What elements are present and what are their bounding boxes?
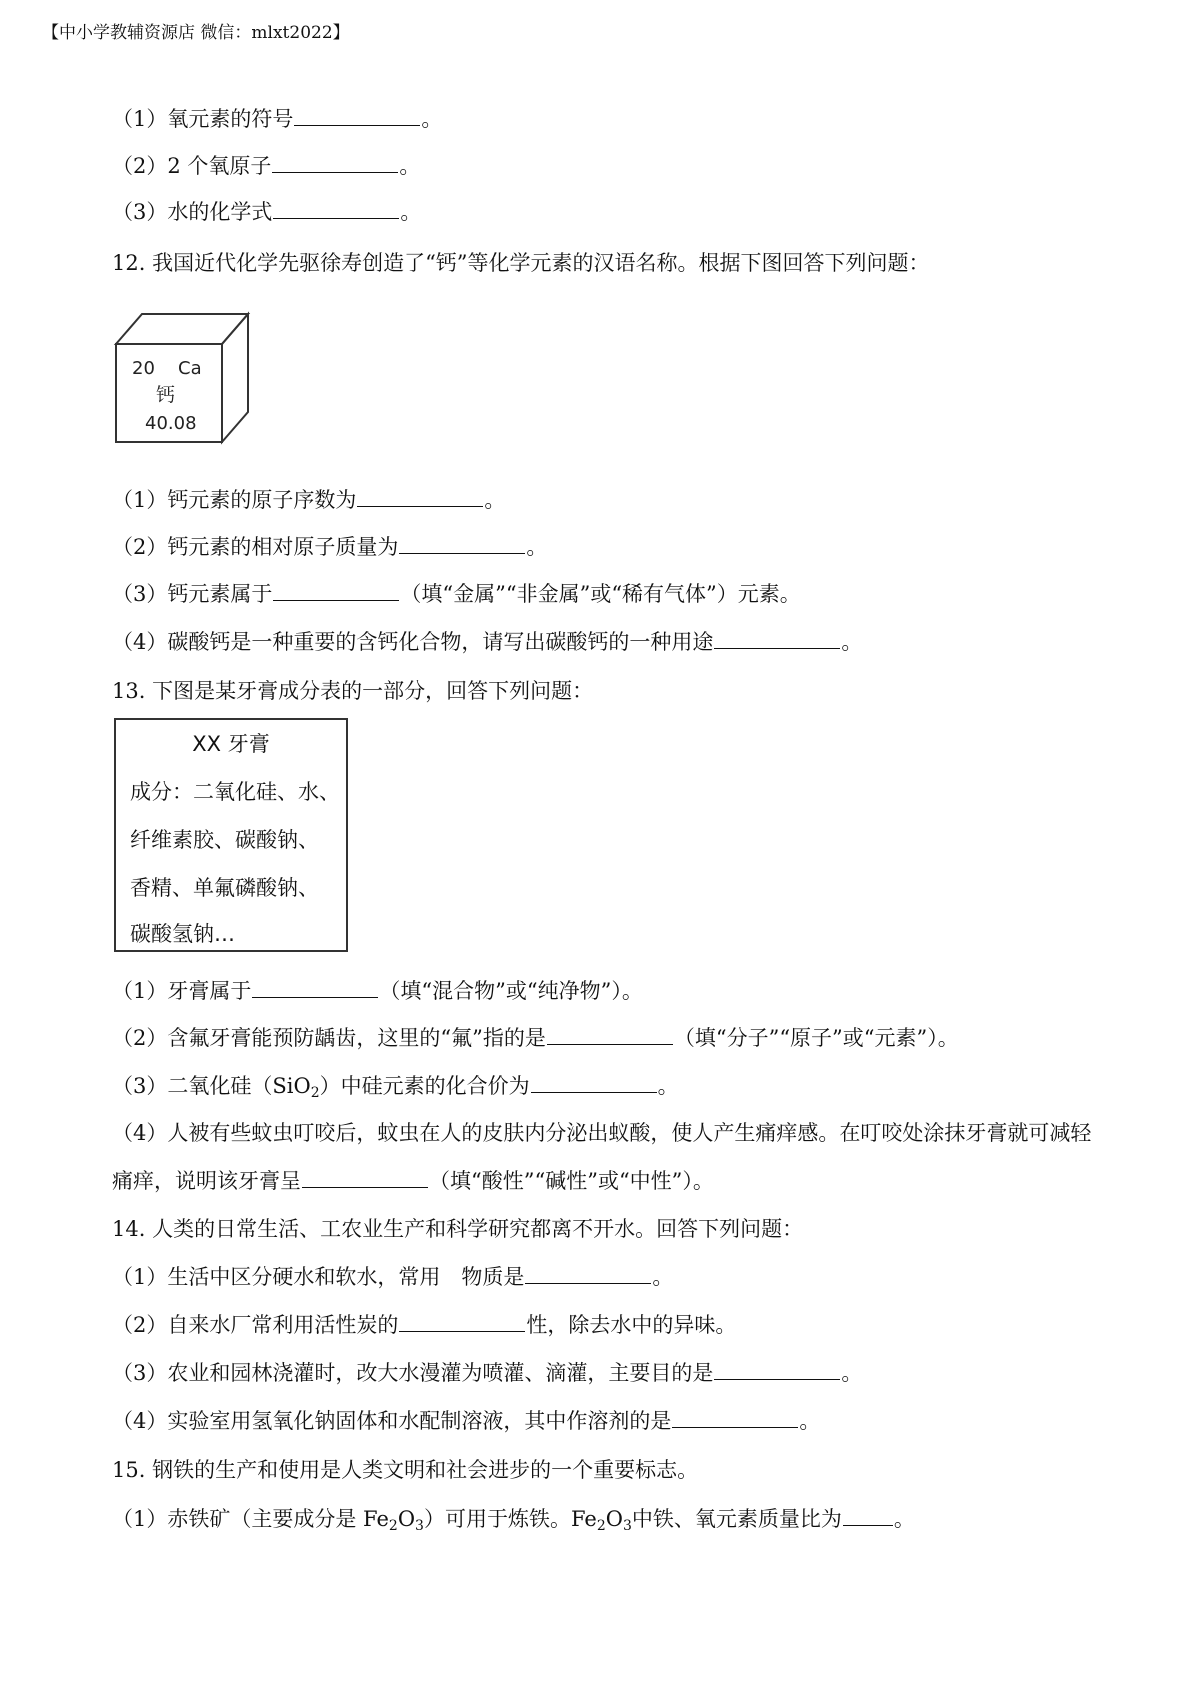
answer-blank[interactable] bbox=[672, 1409, 798, 1428]
answer-blank[interactable] bbox=[252, 979, 378, 998]
element-card-figure bbox=[112, 306, 254, 446]
answer-blank[interactable] bbox=[399, 1313, 525, 1332]
ingredient-row: 成分：二氧化硅、水、 bbox=[130, 780, 340, 804]
q13-item-3: （3）二氧化硅（SiO$_2$）中硅元素的化合价为 。 bbox=[112, 1074, 679, 1101]
q14-item-4: （4）实验室用氢氧化钠固体和水配制溶液，其中作溶剂的是 。 bbox=[112, 1409, 821, 1433]
answer-blank[interactable] bbox=[272, 154, 398, 173]
ingredient-row: 纤维素胶、碳酸钠、 bbox=[130, 828, 319, 852]
element-mass: 40.08 bbox=[145, 413, 197, 434]
ingredient-row: 碳酸氢钠… bbox=[130, 922, 235, 946]
q11-item-1: （1）氧元素的符号 。 bbox=[112, 107, 443, 131]
question-14: 14. 人类的日常生活、工农业生产和科学研究都离不开水。回答下列问题： bbox=[112, 1217, 804, 1241]
answer-blank[interactable] bbox=[273, 582, 399, 601]
question-15: 15. 钢铁的生产和使用是人类文明和社会进步的一个重要标志。 bbox=[112, 1458, 699, 1482]
toothpaste-ingredient-box bbox=[114, 718, 348, 952]
answer-blank[interactable] bbox=[273, 200, 399, 219]
answer-blank[interactable] bbox=[399, 535, 525, 554]
q12-item-3: （3）钙元素属于 （填“金属”“非金属”或“稀有气体”）元素。 bbox=[112, 582, 801, 606]
element-name: 钙 bbox=[156, 384, 176, 406]
q12-item-1: （1）钙元素的原子序数为 。 bbox=[112, 488, 506, 512]
toothpaste-title: XX 牙膏 bbox=[192, 732, 270, 756]
ingredient-row: 香精、单氟磷酸钠、 bbox=[130, 876, 319, 900]
answer-blank[interactable] bbox=[714, 1361, 840, 1380]
q13-item-2: （2）含氟牙膏能预防龋齿，这里的“氟”指的是 （填“分子”“原子”或“元素”）。 bbox=[112, 1026, 959, 1050]
answer-blank[interactable] bbox=[547, 1026, 673, 1045]
answer-blank[interactable] bbox=[531, 1074, 657, 1093]
answer-blank[interactable] bbox=[714, 630, 840, 649]
answer-blank[interactable] bbox=[302, 1169, 428, 1188]
question-13: 13. 下图是某牙膏成分表的一部分，回答下列问题： bbox=[112, 679, 594, 703]
q12-item-2: （2）钙元素的相对原子质量为 。 bbox=[112, 535, 548, 559]
element-symbol: Ca bbox=[178, 358, 202, 379]
element-number: 20 bbox=[132, 358, 155, 379]
q14-item-3: （3）农业和园林浇灌时，改大水漫灌为喷灌、滴灌，主要目的是 。 bbox=[112, 1361, 863, 1385]
q15-item-1: （1）赤铁矿（主要成分是 $Fe_2O_3$）可用于炼铁。$Fe_2O_3$中铁、氧元素质量比为 。 bbox=[112, 1507, 915, 1534]
q14-item-2: （2）自来水厂常利用活性炭的 性，除去水中的异味。 bbox=[112, 1313, 737, 1337]
answer-blank[interactable] bbox=[294, 107, 420, 126]
answer-blank[interactable] bbox=[357, 488, 483, 507]
page-header: 【中小学教辅资源店 微信：mlxt2022】 bbox=[42, 23, 350, 43]
q14-item-1: （1）生活中区分硬水和软水，常用 物质是 。 bbox=[112, 1265, 674, 1289]
q13-item-4-line1: （4）人被有些蚊虫叮咬后，蚊虫在人的皮肤内分泌出蚁酸，使人产生痛痒感。在叮咬处涂抹牙膏就可减轻 bbox=[112, 1121, 1092, 1145]
answer-blank[interactable] bbox=[525, 1265, 651, 1284]
q11-item-2: （2）2 个氧原子 。 bbox=[112, 154, 421, 178]
answer-blank[interactable] bbox=[843, 1507, 893, 1526]
question-12: 12. 我国近代化学先驱徐寿创造了“钙”等化学元素的汉语名称。根据下图回答下列问题： bbox=[112, 251, 930, 275]
q11-item-3: （3）水的化学式 。 bbox=[112, 200, 422, 224]
q12-item-4: （4）碳酸钙是一种重要的含钙化合物，请写出碳酸钙的一种用途 。 bbox=[112, 630, 863, 654]
q13-item-4-line2: 痛痒，说明该牙膏呈 （填“酸性”“碱性”或“中性”）。 bbox=[112, 1169, 714, 1193]
q13-item-1: （1）牙膏属于 （填“混合物”或“纯净物”）。 bbox=[112, 979, 643, 1003]
